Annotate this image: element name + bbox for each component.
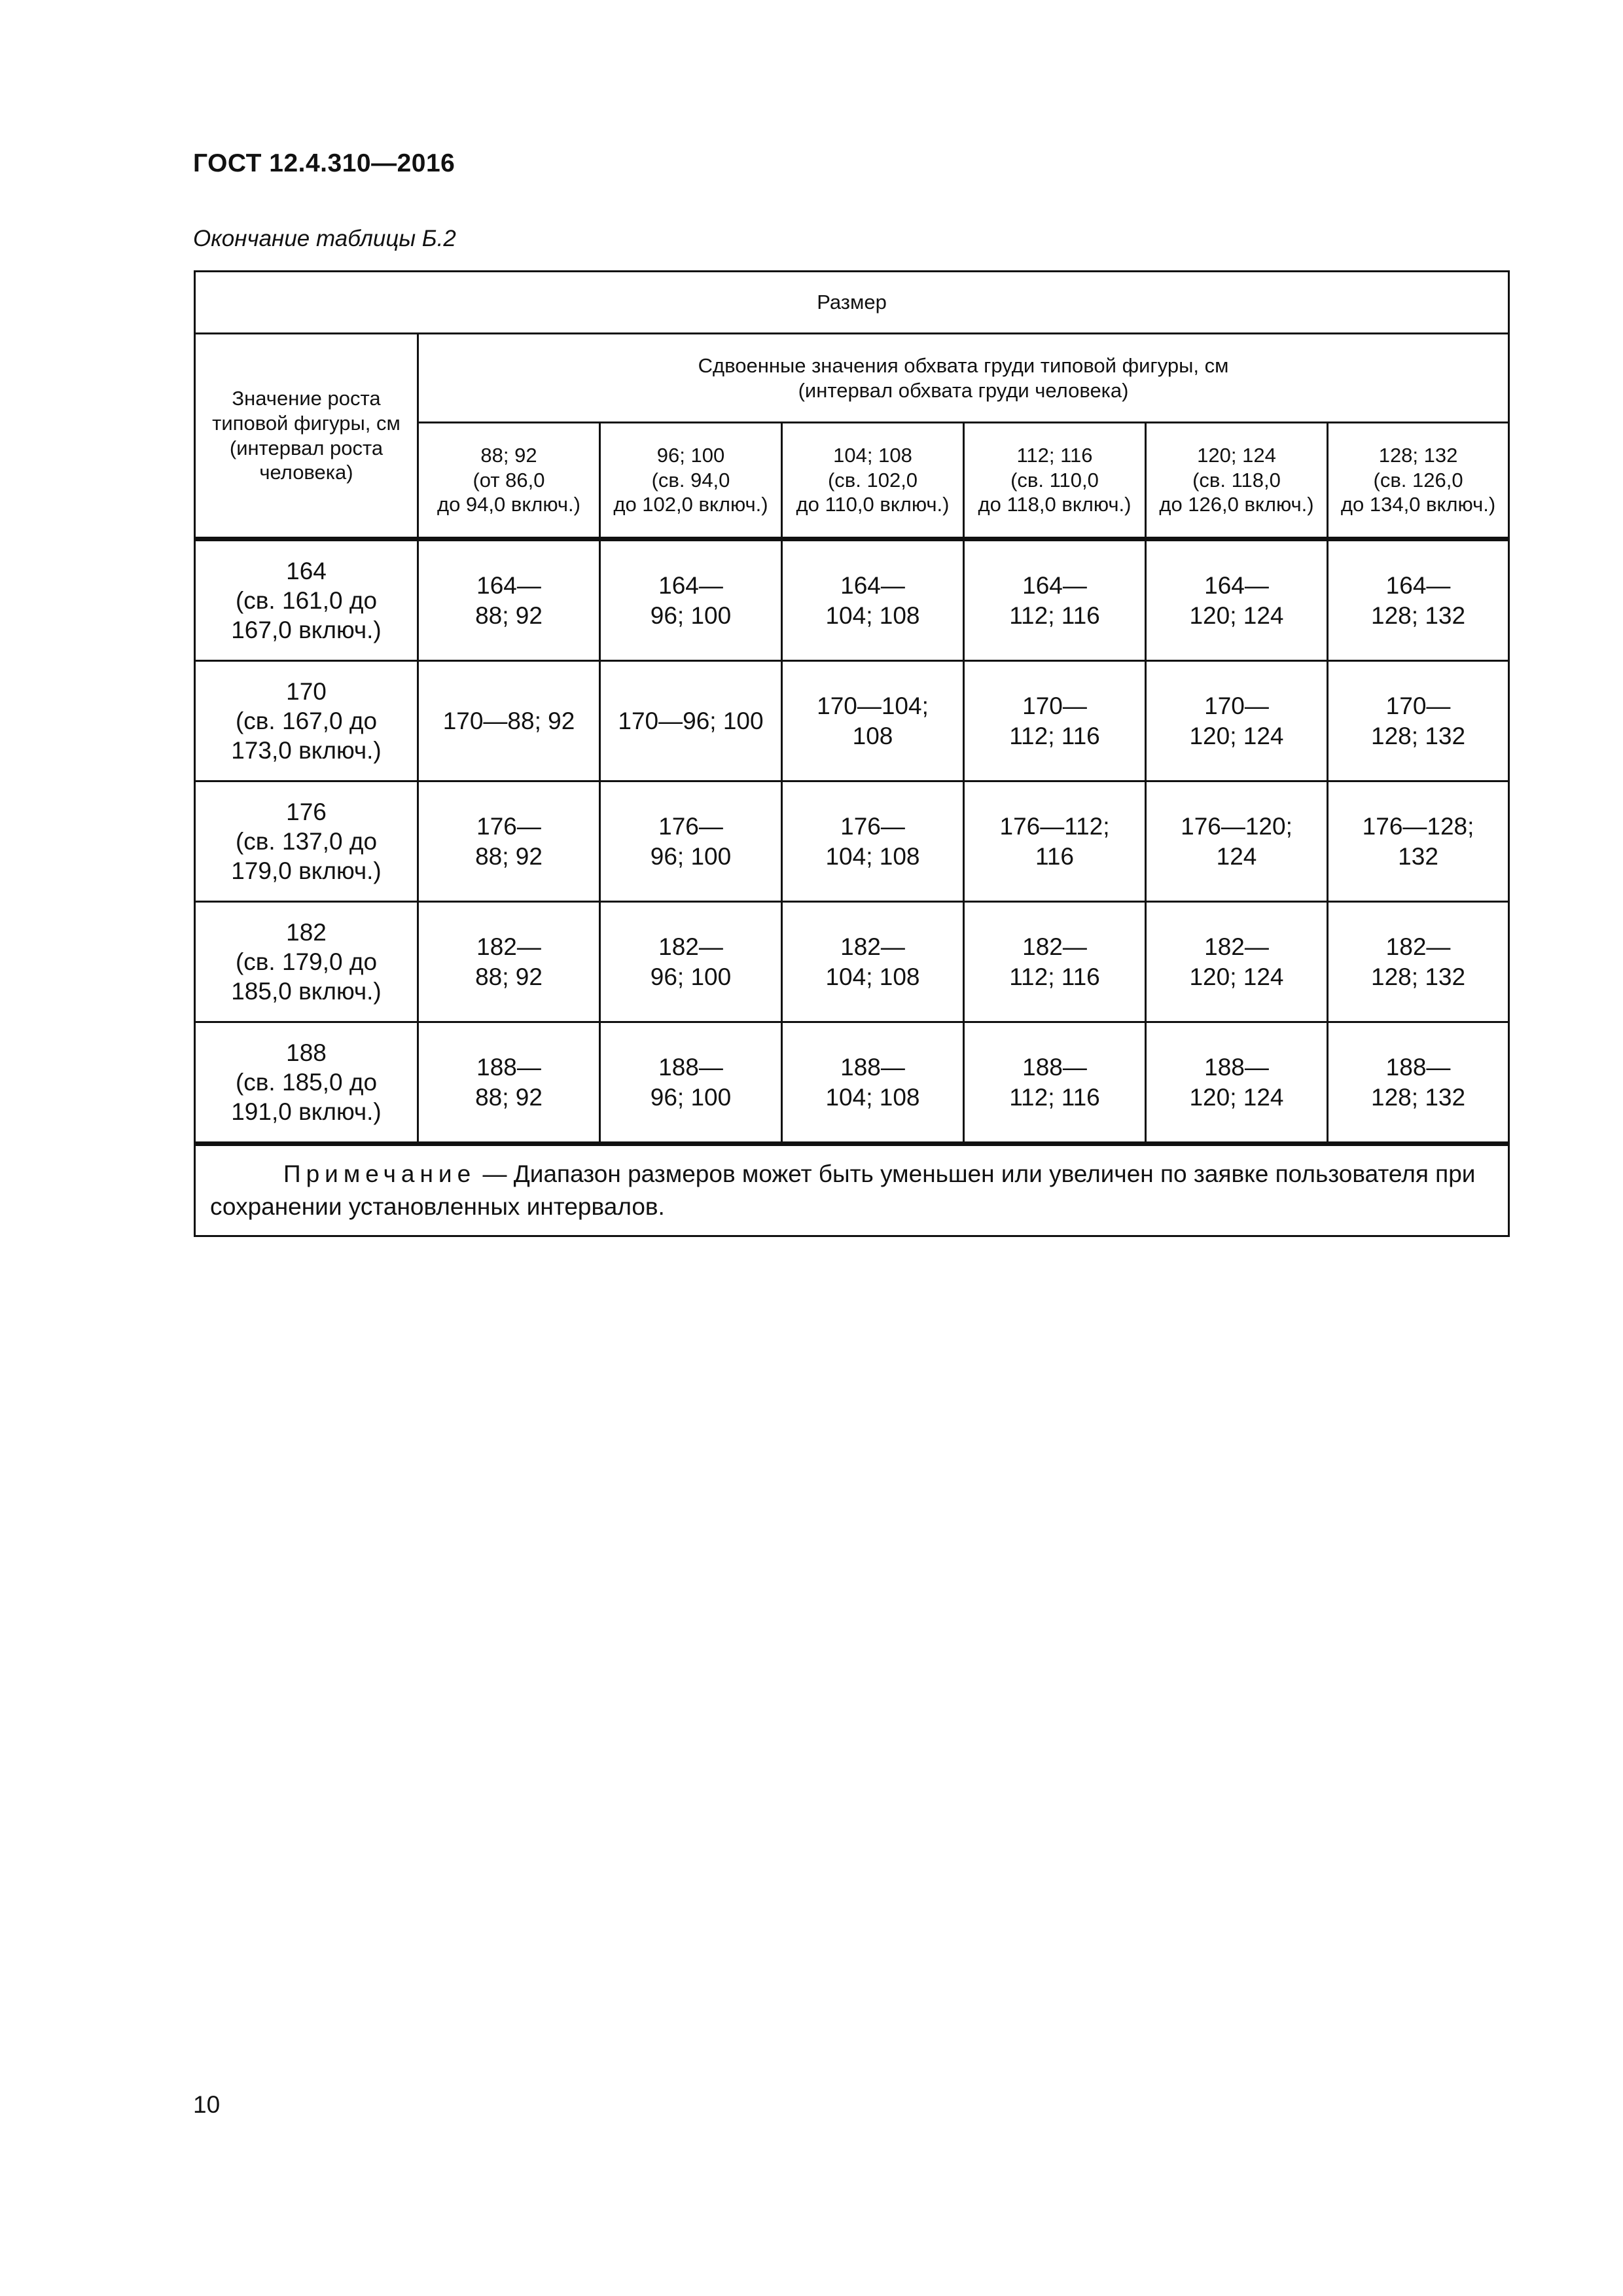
size-cell: 170— 112; 116 bbox=[964, 661, 1146, 781]
size-table bbox=[194, 270, 1510, 1237]
table-row bbox=[195, 902, 1509, 1022]
size-cell: 182— 88; 92 bbox=[418, 902, 600, 1022]
chest-group-header: Сдвоенные значения обхвата груди типовой фигуры, см (интервал обхвата груди человека) bbox=[418, 334, 1509, 423]
note-text: — Диапазон размеров может быть уменьшен или увеличен по заявке пользователя при сохранении установленных интервалов. bbox=[210, 1160, 1476, 1220]
size-cell: 176—128; 132 bbox=[1328, 781, 1509, 902]
size-cell: 188— 88; 92 bbox=[418, 1022, 600, 1144]
height-cell: 170 (св. 167,0 до 173,0 включ.) bbox=[195, 661, 418, 781]
height-cell: 182 (св. 179,0 до 185,0 включ.) bbox=[195, 902, 418, 1022]
size-cell: 188— 96; 100 bbox=[600, 1022, 782, 1144]
height-column-header: Значение роста типовой фигуры, см (интервал роста человека) bbox=[195, 334, 418, 539]
table-row bbox=[195, 661, 1509, 781]
size-cell: 176— 96; 100 bbox=[600, 781, 782, 902]
chest-column-header: 128; 132 (св. 126,0 до 134,0 включ.) bbox=[1328, 423, 1509, 539]
size-cell: 182— 96; 100 bbox=[600, 902, 782, 1022]
chest-column-header: 88; 92 (от 86,0 до 94,0 включ.) bbox=[418, 423, 600, 539]
size-cell: 176— 104; 108 bbox=[782, 781, 964, 902]
page-number: 10 bbox=[193, 2091, 221, 2118]
size-cell: 164— 128; 132 bbox=[1328, 539, 1509, 661]
size-cell: 182— 112; 116 bbox=[964, 902, 1146, 1022]
size-cell: 170— 120; 124 bbox=[1146, 661, 1328, 781]
size-cell: 188— 128; 132 bbox=[1328, 1022, 1509, 1144]
size-cell: 182— 120; 124 bbox=[1146, 902, 1328, 1022]
size-cell: 170—88; 92 bbox=[418, 661, 600, 781]
chest-column-header: 104; 108 (св. 102,0 до 110,0 включ.) bbox=[782, 423, 964, 539]
table-note bbox=[195, 1144, 1509, 1236]
height-cell: 164 (св. 161,0 до 167,0 включ.) bbox=[195, 539, 418, 661]
size-header: Размер bbox=[195, 272, 1509, 334]
size-cell: 182— 128; 132 bbox=[1328, 902, 1509, 1022]
size-cell: 164— 104; 108 bbox=[782, 539, 964, 661]
table-row bbox=[195, 539, 1509, 661]
table-row bbox=[195, 781, 1509, 902]
chest-column-header: 112; 116 (св. 110,0 до 118,0 включ.) bbox=[964, 423, 1146, 539]
size-cell: 170—96; 100 bbox=[600, 661, 782, 781]
size-cell: 164— 112; 116 bbox=[964, 539, 1146, 661]
document-header: ГОСТ 12.4.310—2016 bbox=[193, 149, 455, 177]
size-cell: 164— 88; 92 bbox=[418, 539, 600, 661]
chest-column-header: 96; 100 (св. 94,0 до 102,0 включ.) bbox=[600, 423, 782, 539]
size-cell: 170— 128; 132 bbox=[1328, 661, 1509, 781]
size-cell: 176—112; 116 bbox=[964, 781, 1146, 902]
size-cell: 182— 104; 108 bbox=[782, 902, 964, 1022]
note-label: Примечание bbox=[283, 1160, 476, 1188]
height-cell: 176 (св. 137,0 до 179,0 включ.) bbox=[195, 781, 418, 902]
size-cell: 188— 112; 116 bbox=[964, 1022, 1146, 1144]
height-cell: 188 (св. 185,0 до 191,0 включ.) bbox=[195, 1022, 418, 1144]
chest-column-header: 120; 124 (св. 118,0 до 126,0 включ.) bbox=[1146, 423, 1328, 539]
size-cell: 164— 96; 100 bbox=[600, 539, 782, 661]
table-row bbox=[195, 1022, 1509, 1144]
size-cell: 176—120; 124 bbox=[1146, 781, 1328, 902]
size-cell: 164— 120; 124 bbox=[1146, 539, 1328, 661]
size-cell: 188— 120; 124 bbox=[1146, 1022, 1328, 1144]
size-cell: 176— 88; 92 bbox=[418, 781, 600, 902]
table-caption: Окончание таблицы Б.2 bbox=[193, 226, 456, 251]
size-cell: 170—104; 108 bbox=[782, 661, 964, 781]
size-cell: 188— 104; 108 bbox=[782, 1022, 964, 1144]
